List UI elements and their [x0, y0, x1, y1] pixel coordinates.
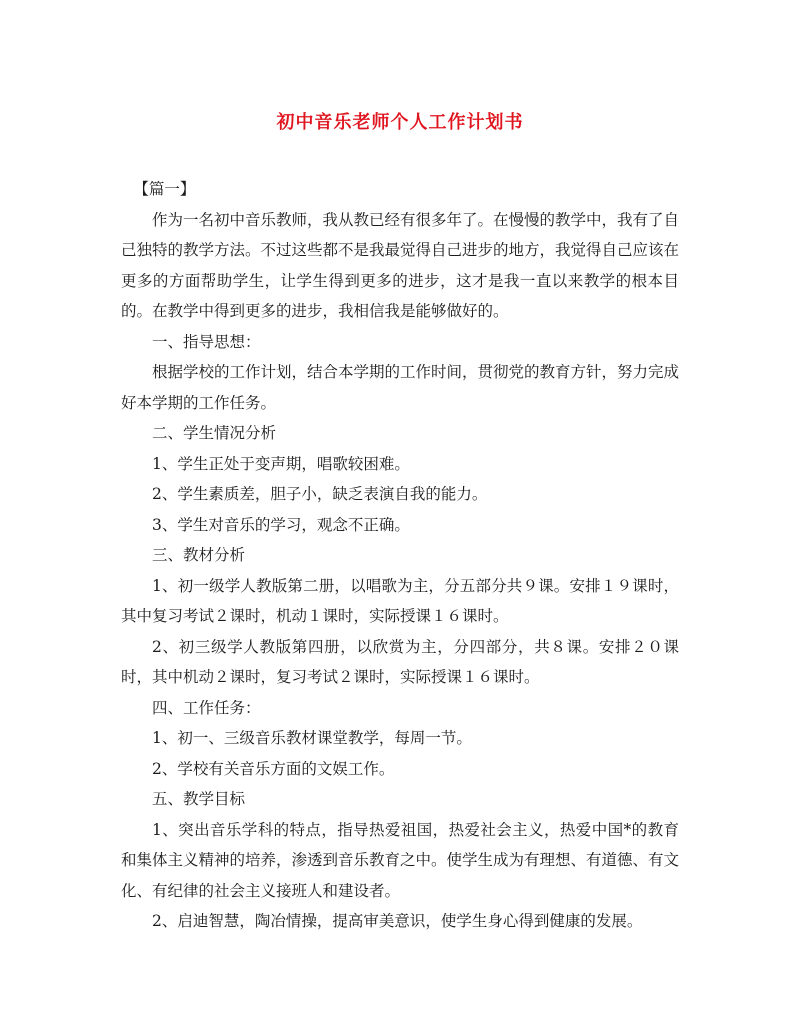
document-body: [121, 174, 679, 937]
section-heading: 五、教学目标: [152, 790, 246, 808]
intro-paragraph: 作为一名初中音乐教师，我从教已经有很多年了。在慢慢的教学中，我有了自己独特的教学方法。不过这些都不是我最觉得自己进步的地方，我觉得自己应该在更多的方面帮助学生，让学生得到更多的进步，这才是我一直以来教学的根本目的。在教学中得到更多的进步，我相信我是能够做好的。: [121, 210, 680, 320]
list-item: 1、初一、三级音乐教材课堂教学，每周一节。: [152, 729, 472, 747]
section-heading: 二、学生情况分析: [152, 424, 277, 442]
list-item: 2、学生素质差，胆子小，缺乏表演自我的能力。: [152, 485, 488, 503]
list-item: 2、启迪智慧，陶冶情操，提高审美意识，使学生身心得到健康的发展。: [152, 912, 643, 930]
list-item: 2、学校有关音乐方面的文娱工作。: [152, 759, 395, 778]
list-item: 1、初一级学人教版第二册，以唱歌为主，分五部分共９课。安排１９课时，其中复习考试２课时，机动１课时，实际授课１６课时。: [121, 576, 679, 625]
section-heading: 四、工作任务：: [152, 698, 261, 717]
paragraph: 根据学校的工作计划，结合本学期的工作时间，贯彻党的教育方针，努力完成好本学期的工作任务。: [121, 363, 680, 412]
document-title: 初中音乐老师个人工作计划书: [276, 112, 524, 133]
section-heading: 一、指导思想：: [152, 332, 261, 351]
list-item: 1、学生正处于变声期，唱歌较困难。: [152, 454, 410, 473]
section-heading: 【篇一】: [133, 180, 196, 198]
list-item: 3、学生对音乐的学习，观念不正确。: [152, 515, 410, 534]
section-heading: 三、教材分析: [152, 546, 246, 564]
list-item: 1、突出音乐学科的特点，指导热爱祖国，热爱社会主义，热爱中国*的教育和集体主义精神的培养，渗透到音乐教育之中。使学生成为有理想、有道德、有文化、有纪律的社会主义接班人和建设者。: [121, 820, 680, 900]
list-item: 2、初三级学人教版第四册，以欣赏为主，分四部分，共８课。安排２０课时，其中机动２课时，复习考试２课时，实际授课１６课时。: [121, 637, 679, 686]
